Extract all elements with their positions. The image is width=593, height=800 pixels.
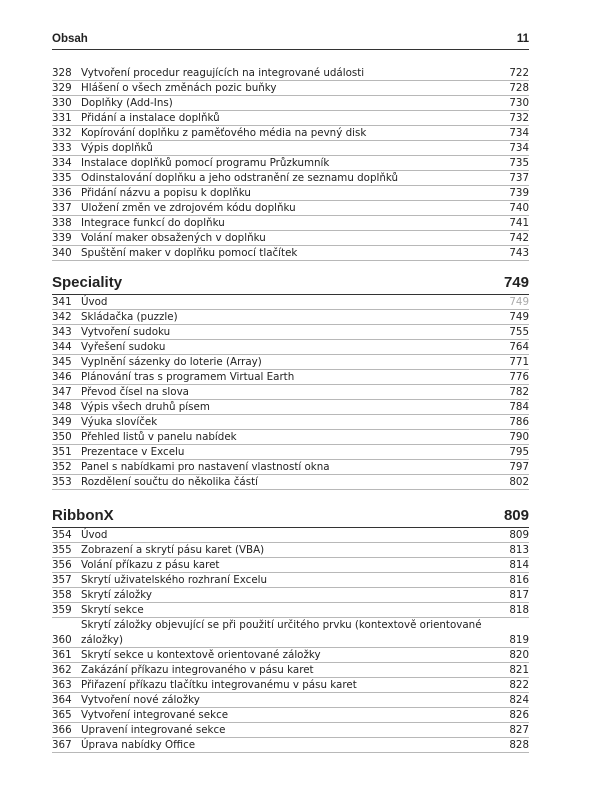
entry-title: Plánování tras s programem Virtual Earth (81, 371, 295, 383)
toc-entry[interactable] (52, 558, 529, 573)
toc-entry[interactable] (52, 231, 529, 246)
entry-page: 749 (509, 311, 529, 323)
entry-number: 350 (52, 431, 72, 443)
toc-entry[interactable] (52, 400, 529, 415)
toc-entry[interactable] (52, 543, 529, 558)
entry-page: 827 (509, 724, 529, 736)
entry-number: 367 (52, 739, 72, 751)
entry-title: Skrytí uživatelského rozhraní Excelu (81, 574, 268, 586)
entry-number: 331 (52, 112, 72, 124)
entry-title: Prezentace v Excelu (81, 446, 185, 458)
section-title: RibbonX (52, 507, 114, 524)
entry-number: 341 (52, 296, 72, 308)
toc-entry[interactable] (52, 618, 529, 648)
entry-number: 355 (52, 544, 72, 556)
entry-page: 730 (509, 97, 529, 109)
entry-title: Přiřazení příkazu tlačítku integrovanému v pásu karet (81, 679, 357, 691)
entry-number: 353 (52, 476, 72, 488)
entry-number: 365 (52, 709, 72, 721)
entry-page: 813 (509, 544, 529, 556)
toc-entry[interactable] (52, 445, 529, 460)
entry-number: 328 (52, 67, 72, 79)
section-page: 749 (503, 274, 529, 291)
entry-page: 743 (509, 247, 529, 259)
entry-title: Uložení změn ve zdrojovém kódu doplňku (81, 202, 296, 214)
toc-entry[interactable] (52, 460, 529, 475)
entry-title: Spuštění maker v doplňku pomocí tlačítek (81, 247, 298, 259)
toc-entry[interactable] (52, 528, 529, 543)
entry-title: Upravení integrované sekce (81, 724, 226, 736)
entry-title: Skládačka (puzzle) (81, 311, 178, 323)
entry-number: 357 (52, 574, 72, 586)
section-heading-speciality[interactable] (52, 263, 529, 295)
toc-entry[interactable] (52, 295, 529, 310)
entry-page: 784 (509, 401, 529, 413)
entry-title: Vyřešení sudoku (81, 341, 166, 353)
entry-number: 348 (52, 401, 72, 413)
entry-number: 340 (52, 247, 72, 259)
entry-number: 344 (52, 341, 72, 353)
entry-title: Přidání a instalace doplňků (81, 112, 220, 124)
entry-title: Skrytí záložky objevující se při použití určitého prvku (kontextově orientované záložky) (81, 619, 482, 646)
entry-title: Vytvoření integrované sekce (81, 709, 229, 721)
entry-page: 795 (509, 446, 529, 458)
entry-page: 740 (509, 202, 529, 214)
entry-title: Úprava nabídky Office (81, 739, 196, 751)
toc-entry[interactable] (52, 385, 529, 400)
toc-entry[interactable] (52, 738, 529, 753)
entry-page: 737 (509, 172, 529, 184)
toc-entry[interactable] (52, 141, 529, 156)
entry-title: Zobrazení a skrytí pásu karet (VBA) (81, 544, 265, 556)
section-title: Speciality (52, 274, 123, 291)
entry-number: 330 (52, 97, 72, 109)
entry-title: Kopírování doplňku z paměťového média na pevný disk (81, 127, 367, 139)
entry-page: 786 (509, 416, 529, 428)
entry-page: 782 (509, 386, 529, 398)
toc-entry[interactable] (52, 246, 529, 261)
entry-title: Výpis doplňků (81, 142, 153, 154)
entry-page: 818 (509, 604, 529, 616)
section-heading-ribbonx[interactable] (52, 496, 529, 528)
entry-page: 728 (509, 82, 529, 94)
entry-number: 335 (52, 172, 72, 184)
entry-title: Úvod (81, 529, 108, 541)
toc-entry[interactable] (52, 430, 529, 445)
toc-entry[interactable] (52, 723, 529, 738)
entry-title: Rozdělení součtu do několika částí (81, 476, 258, 488)
entry-number: 329 (52, 82, 72, 94)
entry-page: 771 (509, 356, 529, 368)
entry-number: 347 (52, 386, 72, 398)
entry-page: 741 (509, 217, 529, 229)
entry-number: 343 (52, 326, 72, 338)
entry-page: 817 (509, 589, 529, 601)
entry-title: Převod čísel na slova (81, 386, 189, 398)
entry-page: 764 (509, 341, 529, 353)
entry-number: 352 (52, 461, 72, 473)
entry-number: 361 (52, 649, 72, 661)
entry-number: 360 (52, 634, 72, 646)
entry-page: 732 (509, 112, 529, 124)
entry-number: 332 (52, 127, 72, 139)
entry-number: 358 (52, 589, 72, 601)
toc-entry[interactable] (52, 648, 529, 663)
entry-page: 755 (509, 326, 529, 338)
entry-title: Doplňky (Add-Ins) (81, 97, 173, 109)
toc-entry[interactable] (52, 475, 529, 490)
toc-entry[interactable] (52, 126, 529, 141)
entry-number: 354 (52, 529, 72, 541)
entry-page: 735 (509, 157, 529, 169)
toc-entry[interactable] (52, 573, 529, 588)
entry-page: 820 (509, 649, 529, 661)
entry-title: Přidání názvu a popisu k doplňku (81, 187, 251, 199)
entry-title: Zakázání příkazu integrovaného v pásu karet (81, 664, 314, 676)
entry-page: 797 (509, 461, 529, 473)
entry-number: 345 (52, 356, 72, 368)
toc-group-3 (52, 528, 529, 753)
entry-number: 334 (52, 157, 72, 169)
entry-number: 339 (52, 232, 72, 244)
entry-number: 338 (52, 217, 72, 229)
entry-title: Vyplnění sázenky do loterie (Array) (81, 356, 262, 368)
entry-page: 802 (509, 476, 529, 488)
entry-page: 822 (509, 679, 529, 691)
entry-title: Přehled listů v panelu nabídek (81, 431, 237, 443)
toc-entry[interactable] (52, 201, 529, 216)
entry-number: 333 (52, 142, 72, 154)
entry-title: Skrytí záložky (81, 589, 152, 601)
entry-number: 362 (52, 664, 72, 676)
toc-entry[interactable] (52, 216, 529, 231)
toc-entry[interactable] (52, 325, 529, 340)
running-header (52, 30, 529, 50)
entry-page: 819 (509, 634, 529, 646)
entry-title: Odinstalování doplňku a jeho odstranění ze seznamu doplňků (81, 172, 399, 184)
entry-title: Vytvoření nové záložky (81, 694, 200, 706)
entry-title: Skrytí sekce u kontextově orientované záložky (81, 649, 321, 661)
entry-page: 821 (509, 664, 529, 676)
toc-entry[interactable] (52, 186, 529, 201)
entry-page: 814 (509, 559, 529, 571)
entry-number: 364 (52, 694, 72, 706)
entry-page: 826 (509, 709, 529, 721)
entry-page: 790 (509, 431, 529, 443)
toc-entry[interactable] (52, 370, 529, 385)
toc-entry[interactable] (52, 81, 529, 96)
entry-number: 351 (52, 446, 72, 458)
toc-entry[interactable] (52, 663, 529, 678)
entry-number: 356 (52, 559, 72, 571)
entry-page: 828 (509, 739, 529, 751)
entry-number: 349 (52, 416, 72, 428)
entry-page: 734 (509, 142, 529, 154)
entry-title: Panel s nabídkami pro nastavení vlastností okna (81, 461, 330, 473)
entry-title: Skrytí sekce (81, 604, 144, 616)
header-page-number: 11 (516, 33, 529, 45)
entry-number: 363 (52, 679, 72, 691)
entry-title: Vytvoření procedur reagujících na integrované události (81, 67, 365, 79)
toc-entry[interactable] (52, 588, 529, 603)
entry-title: Výuka slovíček (81, 416, 158, 428)
entry-number: 336 (52, 187, 72, 199)
entry-page: 816 (509, 574, 529, 586)
toc-entry[interactable] (52, 111, 529, 126)
toc-entry[interactable] (52, 156, 529, 171)
toc-entry[interactable] (52, 96, 529, 111)
toc-entry[interactable] (52, 708, 529, 723)
entry-number: 342 (52, 311, 72, 323)
toc-page (52, 30, 529, 753)
entry-page: 749 (509, 296, 529, 308)
toc-group-1 (52, 66, 529, 261)
entry-number: 337 (52, 202, 72, 214)
entry-page: 742 (509, 232, 529, 244)
toc-entry[interactable] (52, 66, 529, 81)
entry-page: 734 (509, 127, 529, 139)
header-title: Obsah (52, 33, 88, 45)
entry-title: Volání příkazu z pásu karet (81, 559, 220, 571)
entry-page: 776 (509, 371, 529, 383)
entry-number: 366 (52, 724, 72, 736)
entry-page: 809 (509, 529, 529, 541)
entry-number: 359 (52, 604, 72, 616)
toc-entry[interactable] (52, 678, 529, 693)
toc-entry[interactable] (52, 171, 529, 186)
entry-title: Vytvoření sudoku (81, 326, 171, 338)
toc-entry[interactable] (52, 693, 529, 708)
toc-group-2 (52, 295, 529, 490)
entry-page: 722 (509, 67, 529, 79)
entry-title: Výpis všech druhů písem (81, 401, 210, 413)
toc-entry[interactable] (52, 603, 529, 618)
entry-title: Hlášení o všech změnách pozic buňky (81, 82, 277, 94)
entry-title: Instalace doplňků pomocí programu Průzkumník (81, 157, 330, 169)
entry-title: Úvod (81, 296, 108, 308)
entry-page: 739 (509, 187, 529, 199)
entry-title: Volání maker obsažených v doplňku (81, 232, 266, 244)
toc-entry[interactable] (52, 355, 529, 370)
toc-entry[interactable] (52, 415, 529, 430)
toc-entry[interactable] (52, 340, 529, 355)
section-page: 809 (503, 507, 529, 524)
toc-entry[interactable] (52, 310, 529, 325)
entry-number: 346 (52, 371, 72, 383)
entry-title: Integrace funkcí do doplňku (81, 217, 225, 229)
entry-page: 824 (509, 694, 529, 706)
